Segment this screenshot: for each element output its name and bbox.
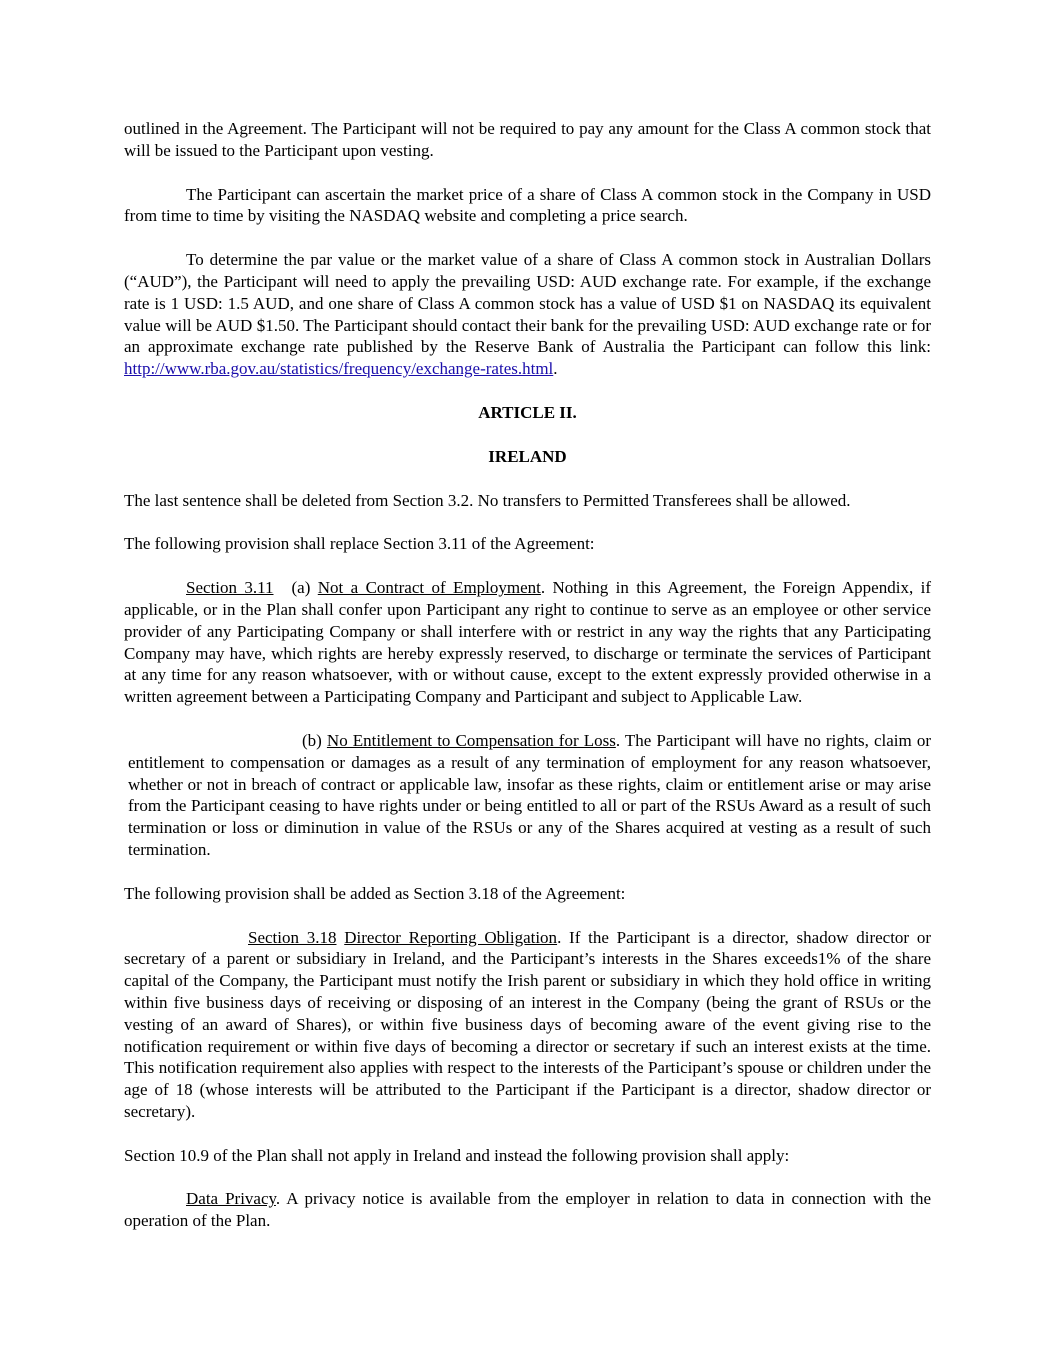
paragraph-market-price: The Participant can ascertain the market price of a share of Class A common stock in the Company in USD from time to time by visiting the NASDAQ website and completing a price search. [124,184,931,226]
data-privacy-text: . A privacy notice is available from the employer in relation to data in connection with the operation of the Plan. [124,1189,931,1231]
section-3-11-b-title: No Entitlement to Compensation for Loss [326,730,616,750]
paragraph-exchange-rate [124,249,931,380]
section-3-11-b [124,730,931,861]
section-3-11-a-prefix: (a) [291,578,318,598]
data-privacy-title: Data Privacy [186,1189,276,1209]
section-3-18-label: Section 3.18 [248,927,337,947]
exchange-rate-text: To determine the par value or the market value of a share of Class A common stock in Australian Dollars (“AUD”), the Participant will need to apply the prevailing USD: AUD exchange rate. For example, if the exchange rate is 1 USD: 1.5 AUD, and one share of Class A common stock has a value of USD $1 on NASDAQ its equivalent value will be AUD $1.50. The Participant should contact their bank for the prevailing USD: AUD exchange rate or for an approximate exchange rate published by the Reserve Bank of Australia the Participant can follow this link: [124,250,931,357]
article-heading: ARTICLE II. [478,402,577,422]
section-3-11-label: Section 3.11 [186,578,274,598]
section-3-11-a-title: Not a Contract of Employment [317,578,541,598]
document-page [124,118,931,1254]
exchange-rate-end: . [553,359,558,379]
section-3-18-title: Director Reporting Obligation [344,927,558,947]
section-3-18 [124,927,931,1123]
section-3-11-a [124,577,931,708]
paragraph-vesting-cost: outlined in the Agreement. The Participant will not be required to pay any amount for the Class A common stock that will be issued to the Participant upon vesting. [124,119,931,160]
paragraph-add-3-18: The following provision shall be added as Section 3.18 of the Agreement: [124,883,626,903]
paragraph-section-10-9: Section 10.9 of the Plan shall not apply in Ireland and instead the following provision shall apply: [124,1145,790,1165]
section-3-11-b-prefix: (b) [302,730,327,750]
rba-exchange-rates-link[interactable]: http://www.rba.gov.au/statistics/frequency/exchange-rates.html [124,359,554,379]
data-privacy-paragraph [124,1188,931,1232]
section-3-11-b-text: . The Participant will have no rights, claim or entitlement to compensation or damages as a result of any termination of employment for any reason whatsoever, whether or not in breach of contract or applicable law, insofar as these rights, claim or entitlement arise or may arise from the Participant ceasing to have rights under or being entitled to all or part of the RSUs Award as a result of such termination or loss or diminution in value of the RSUs or any of the Shares acquired at vesting as a result of such termination. [128,730,932,859]
paragraph-section-3-2: The last sentence shall be deleted from Section 3.2. No transfers to Permitted Transferees shall be allowed. [124,490,851,510]
section-3-18-text: . If the Participant is a director, shadow director or secretary of a parent or subsidiary in Ireland, and the Participant’s interests in the Shares exceeds1% of the share capital of the Company, the Participant must notify the Irish parent or subsidiary in which they hold office in writing within five business days of receiving or disposing of an interest in the Company (being the grant of RSUs or the vesting of an award of Shares), or within five business days of becoming aware of the event giving rise to the notification requirement or within five days of becoming a director or secretary if such an interest exists at the time. This notification requirement also applies with respect to the interests of the Participant’s spouse or children under the age of 18 (whose interests will be attributed to the Participant if the Participant is a director, shadow director or secretary). [124,927,931,1121]
country-heading: IRELAND [488,446,567,466]
section-3-11-a-text: . Nothing in this Agreement, the Foreign Appendix, if applicable, or in the Plan shall confer upon Participant any right to continue to serve as an employee or other service provider of any Participating Company or shall interfere with or restrict in any way the rights that any Participating Company may have, which rights are hereby expressly reserved, to discharge or terminate the services of Participant at any time for any reason whatsoever, with or without cause, except to the extent expressly provided otherwise in a written agreement between a Participating Company and Participant and subject to Applicable Law. [124,578,931,707]
paragraph-replace-3-11: The following provision shall replace Section 3.11 of the Agreement: [124,534,595,554]
